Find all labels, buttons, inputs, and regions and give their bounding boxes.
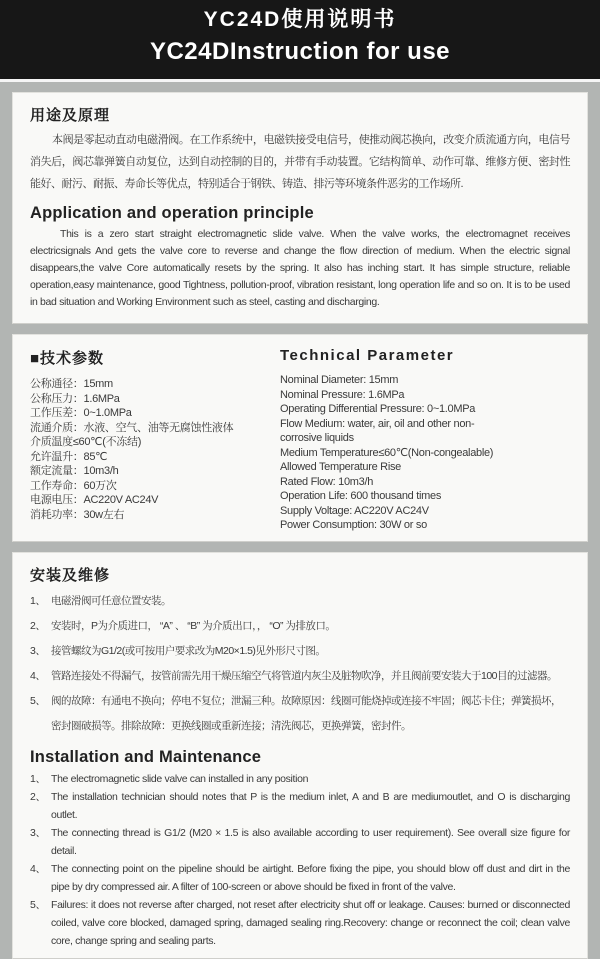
tech-param-line: corrosive liquids [280,432,354,444]
list-item-text: 电磁滑阀可任意位置安装。 [51,594,171,607]
list-item [30,689,570,739]
application-heading-en: Application and operation principle [30,204,314,222]
list-item [30,770,570,788]
list-item-text: Failures: it does not reverse after charged, not reset after electricity shut off or leakage. Causes: burned or disconnected coiled, valve core blocked, damaged spring, damaged sealing ring.Recovery: change or reconnect the coil; clean valve core, change spring and sealing parts. [51,898,570,947]
list-item [30,639,570,664]
section-technical-parameters [12,334,588,542]
list-item [30,614,570,639]
install-list-en [30,770,570,950]
tech-param-line: Allowed Temperature Rise [280,461,401,473]
list-item-text: 阀的故障：有通电不换向；停电不复位；泄漏三种。故障原因：线圈可能烧掉或连接不牢固；阀芯卡住；弹簧损坏，密封圈破损等。排除故障：更换线圈或重新连接；清洗阀芯，更换弹簧，密封件。 [51,694,561,732]
document-header [0,0,600,82]
list-item-text: The connecting thread is G1/2 (M20 × 1.5 is also available according to user requirement). See overall size figure for detail. [51,826,570,857]
list-item-text: The electromagnetic slide valve can installed in any position [51,772,309,785]
tech-param-line: Supply Voltage: AC220V AC24V [280,504,429,517]
tech-param-line: Power Consumption: 30W or so [280,519,427,531]
list-item [30,860,570,896]
page-body [0,82,600,959]
list-item-text: The installation technician should notes that P is the medium inlet, A and B are mediumoutlet, and O is discharging outlet. [51,790,570,821]
tech-param-line: 电源电压：AC220V AC24V [30,494,159,506]
list-item [30,824,570,860]
page-title-cn: YC24D使用说明书 [203,8,397,31]
tech-param-line: Operation Life: 600 thousand times [280,490,442,502]
application-body-cn: 本阀是零起动直动电磁滑阀。在工作系统中，电磁铁接受电信号，使推动阀芯换向，改变介质流通方向，电信号消失后，阀芯靠弹簧自动复位，达到自动控制的目的，并带有手动装置。它结构简单、动作可靠、维修方便、密封性能好、耐污、耐振、寿命长等优点，特别适合于钢铁、铸造、排污等环境条件恶劣的工作场所. [30,134,570,190]
tech-param-line: 允许温升：85℃ [30,450,108,463]
tech-param-line: 额定流量：10m3/h [30,465,119,477]
tech-param-line: 流通介质：水液、空气、油等无腐蚀性液体 [30,421,234,434]
tech-param-line: 介质温度≤60℃(不冻结) [30,436,142,448]
tech-param-line: 消耗功率：30w左右 [30,508,125,521]
tech-param-line: 工作寿命：60万次 [30,479,117,492]
list-item-number: 1、 [30,772,46,785]
list-item-number: 1、 [30,594,46,607]
tech-param-line: Operating Differential Pressure: 0~1.0MPa [280,403,476,415]
list-item [30,589,570,614]
tech-params-heading-en: Technical Parameter [280,347,455,364]
tech-param-line: 工作压差：0~1.0MPa [30,407,132,419]
tech-param-line: 公称通径：15mm [30,378,113,390]
tech-params-column-cn [30,339,280,533]
tech-param-line: Nominal Pressure: 1.6MPa [280,388,405,401]
tech-param-line: 公称压力：1.6MPa [30,392,120,405]
list-item-number: 3、 [30,826,46,839]
application-body-en: This is a zero start straight electromagnetic slide valve. When the valve works, the electromagnet receives electricsignals And gets the valve core to reverse and change the flow direction of medium. When the electric signal disappears,the valve Core automatically resets by the spring. It also has inching start. It has simple structure, reliable operation,easy maintenance, good Tightness, pollution-proof, vibration resistant, long operation life and so on. It is to be used in bad situation and Working Environment such as steel, casting and discharging. [30,228,570,308]
tech-param-line: Flow Medium: water, air, oil and other non- [280,417,475,430]
list-item-text: 管路连接处不得漏气，按管前需先用干燥压缩空气将管道内灰尘及脏物吹净，并且阀前要安装大于100目的过滤器。 [51,669,558,682]
list-item-text: 安装时，P为介质进口， “A” 、 “B” 为介质出口，， “O” 为排放口。 [51,619,336,632]
install-heading-cn: 安装及维修 [30,566,111,584]
tech-params-heading-cn: ■技术参数 [30,350,105,367]
application-heading-cn: 用途及原理 [30,107,111,124]
list-item-number: 4、 [30,669,46,682]
list-item-number: 5、 [30,898,46,911]
tech-params-column-en [280,339,570,533]
page-title-en: YC24DInstruction for use [149,38,451,65]
list-item-number: 5、 [30,694,46,707]
list-item-text: 接管螺纹为G1/2(或可按用户要求改为M20×1.5)见外形尺寸图。 [51,644,326,657]
list-item [30,896,570,950]
list-item [30,788,570,824]
list-item-number: 3、 [30,644,46,657]
tech-param-line: Nominal Diameter: 15mm [280,374,399,386]
tech-param-line: Rated Flow: 10m3/h [280,475,374,488]
section-application [12,92,588,324]
list-item-number: 2、 [30,619,46,632]
list-item-number: 2、 [30,790,46,803]
list-item [30,664,570,689]
install-list-cn [30,589,570,739]
list-item-text: The connecting point on the pipeline should be airtight. Before fixing the pipe, you should blow off dust and dirt in the pipe by dry compressed air. A filter of 100-screen or above should be fixed in front of the valve. [51,862,570,893]
list-item-number: 4、 [30,862,46,875]
install-heading-en: Installation and Maintenance [30,747,262,766]
section-installation [12,552,588,959]
tech-param-line: Medium Temperature≤60℃(Non-congealable) [280,446,494,459]
